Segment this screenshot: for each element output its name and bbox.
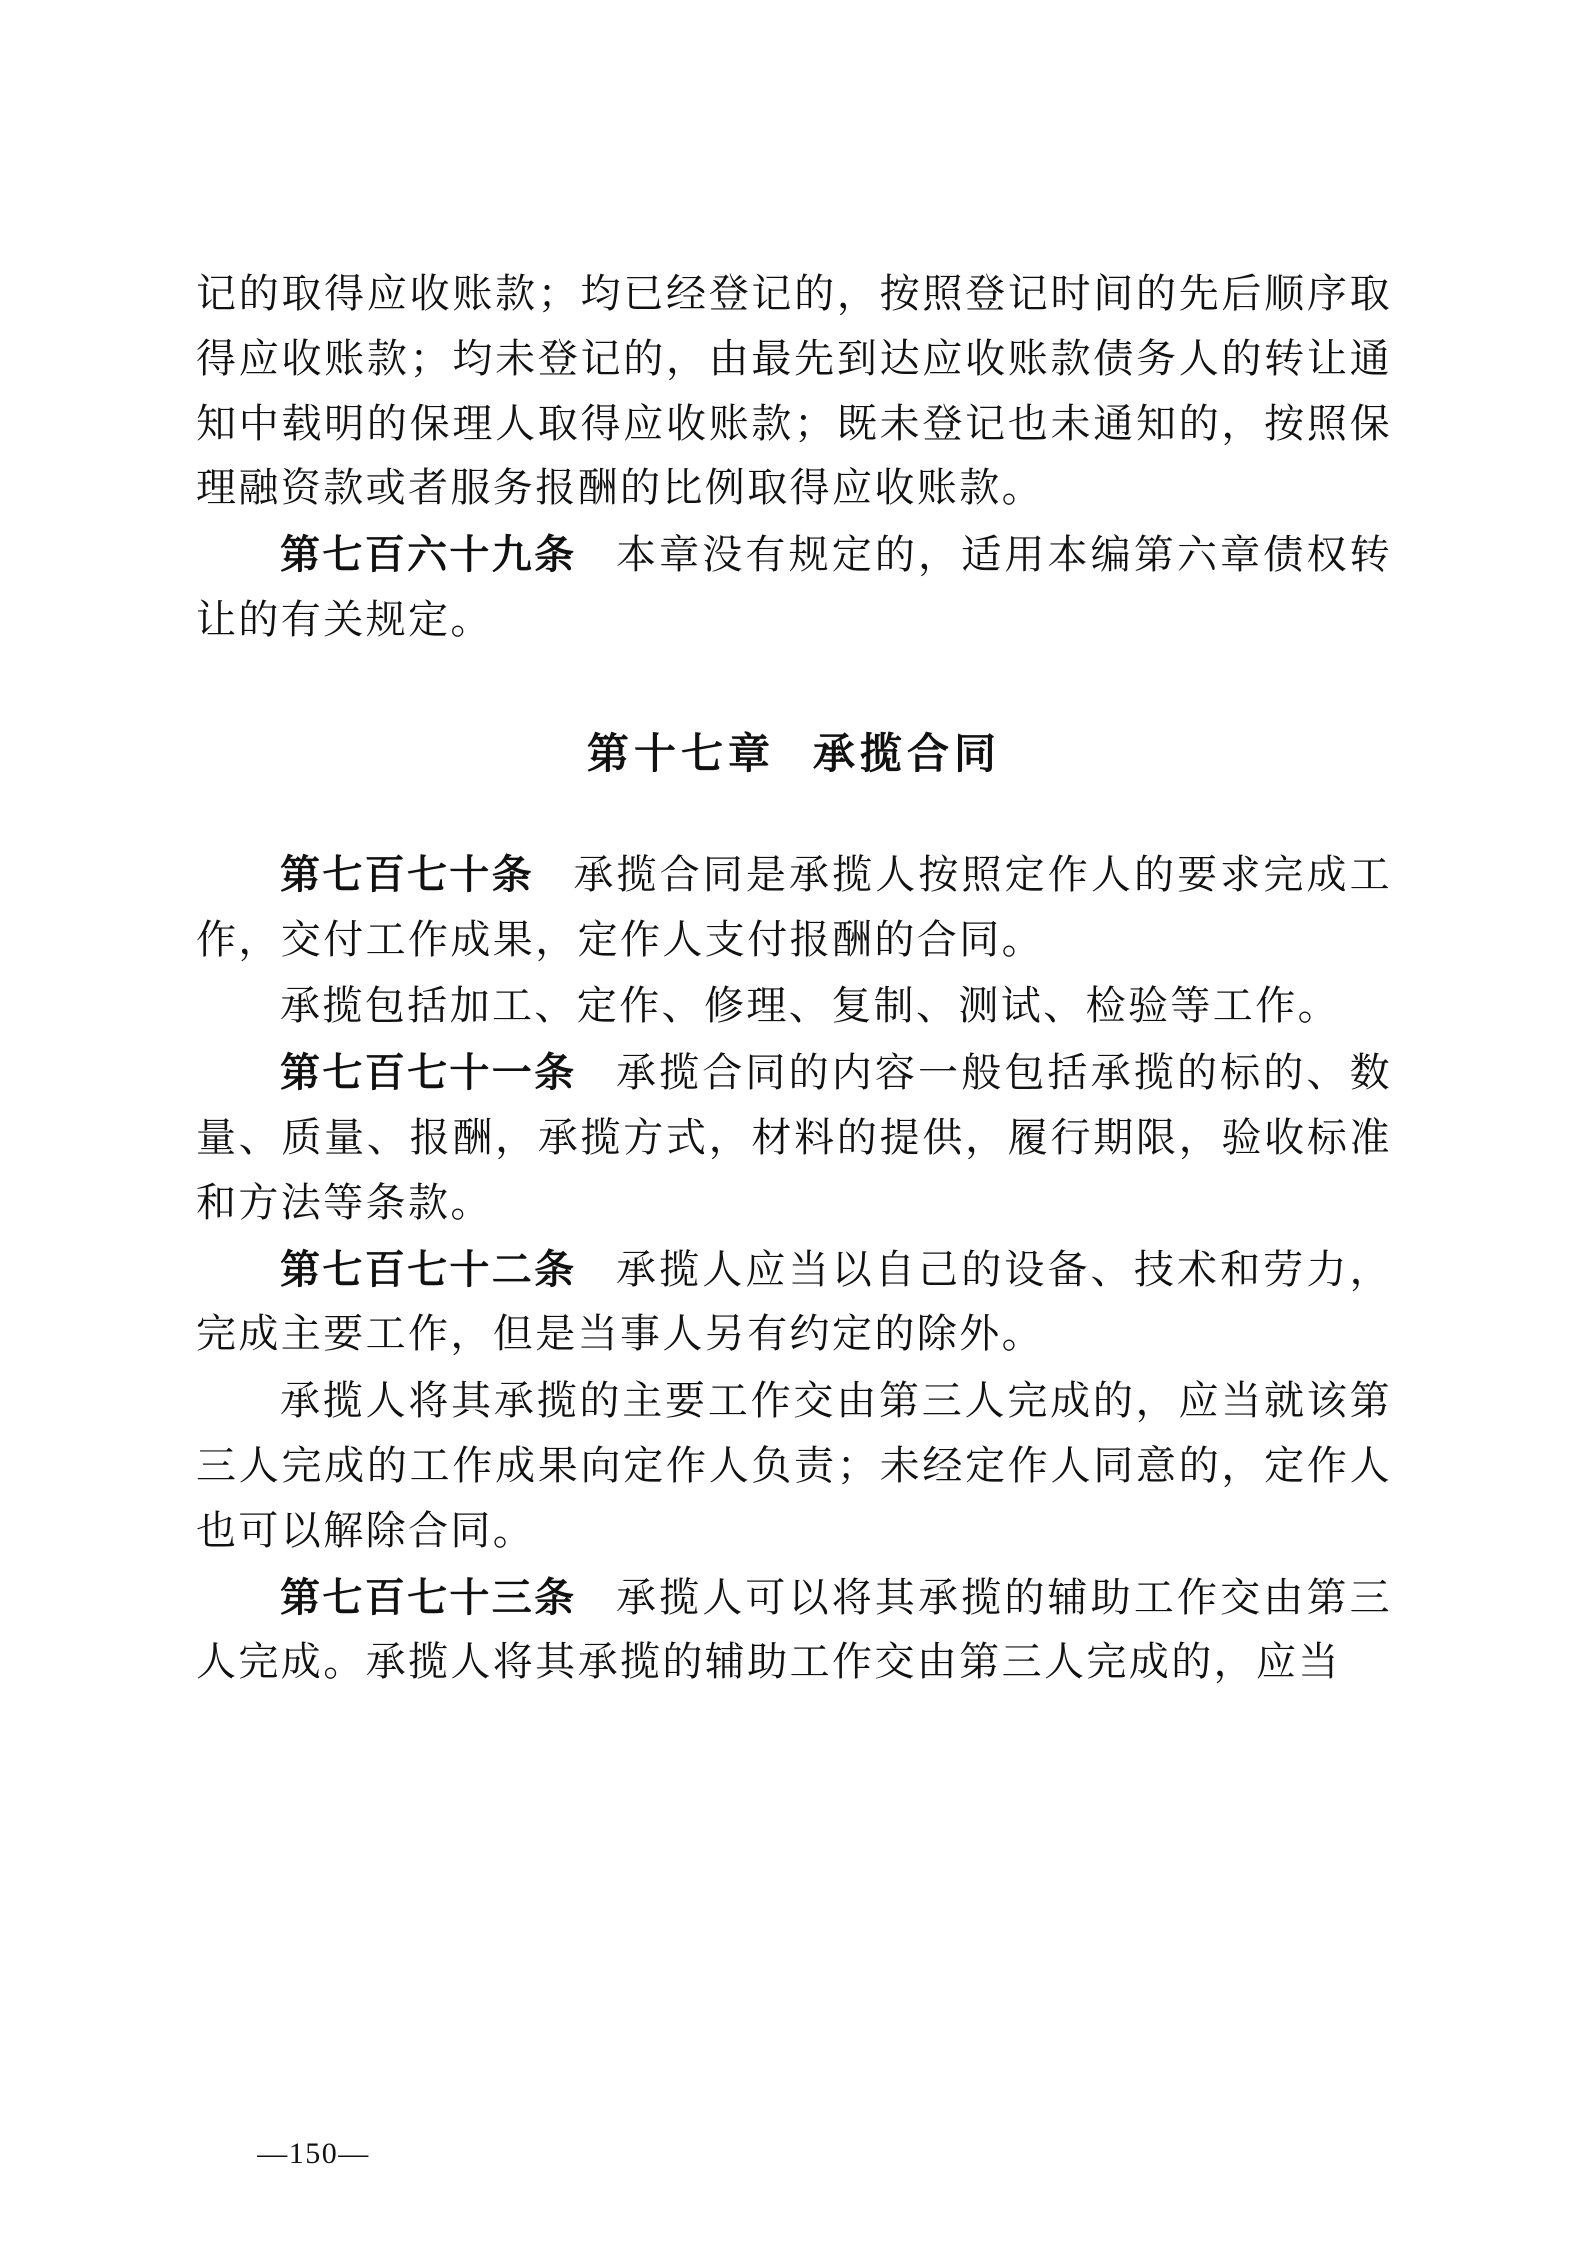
article-number: 第七百七十一条	[280, 1050, 577, 1096]
paragraph-continued: 记的取得应收账款；均已经登记的，按照登记时间的先后顺序取得应收账款；均未登记的，由最先到达应收账款债务人的转让通知中载明的保理人取得应收账款；既未登记也未通知的，按照保理融资款或者服务报酬的比例取得应收账款。	[196, 271, 1392, 511]
article-text: 承揽合同的内容一般包括承揽的标的、数量、质量、报酬，承揽方式，材料的提供，履行期限，验收标准和方法等条款。	[196, 1050, 1393, 1225]
article-770	[196, 843, 1392, 973]
article-769	[196, 523, 1392, 653]
article-772-paragraph-2	[196, 1369, 1392, 1563]
article-773	[196, 1566, 1392, 1696]
page-content	[196, 262, 1392, 1697]
article-number: 第七百七十条	[280, 851, 534, 897]
article-text: 本章没有规定的，适用本编第六章债权转让的有关规定。	[196, 532, 1393, 642]
article-number: 第七百七十二条	[280, 1246, 577, 1292]
article-text: 承揽人将其承揽的主要工作交由第三人完成的，应当就该第三人完成的工作成果向定作人负责；未经定作人同意的，定作人也可以解除合同。	[196, 1378, 1392, 1553]
chapter-title-text: 承揽合同	[812, 731, 1002, 778]
article-text: 承揽人应当以自己的设备、技术和劳力，完成主要工作，但是当事人另有约定的除外。	[196, 1246, 1393, 1357]
article-772	[196, 1238, 1392, 1368]
article-text: 承揽合同是承揽人按照定作人的要求完成工作，交付工作成果，定作人支付报酬的合同。	[196, 851, 1392, 962]
article-text: 承揽人可以将其承揽的辅助工作交由第三人完成。承揽人将其承揽的辅助工作交由第三人完成的，应当	[196, 1574, 1393, 1685]
chapter-heading	[196, 721, 1392, 781]
page-footer	[0, 2137, 1587, 2171]
article-number: 第七百六十九条	[280, 532, 577, 578]
chapter-number: 第十七章	[586, 731, 776, 778]
page-number: —150—	[257, 2137, 370, 2170]
article-number: 第七百七十三条	[280, 1574, 577, 1620]
article-text: 承揽包括加工、定作、修理、复制、测试、检验等工作。	[280, 983, 1340, 1029]
article-771	[196, 1041, 1392, 1235]
article-770-paragraph-2	[196, 974, 1392, 1039]
